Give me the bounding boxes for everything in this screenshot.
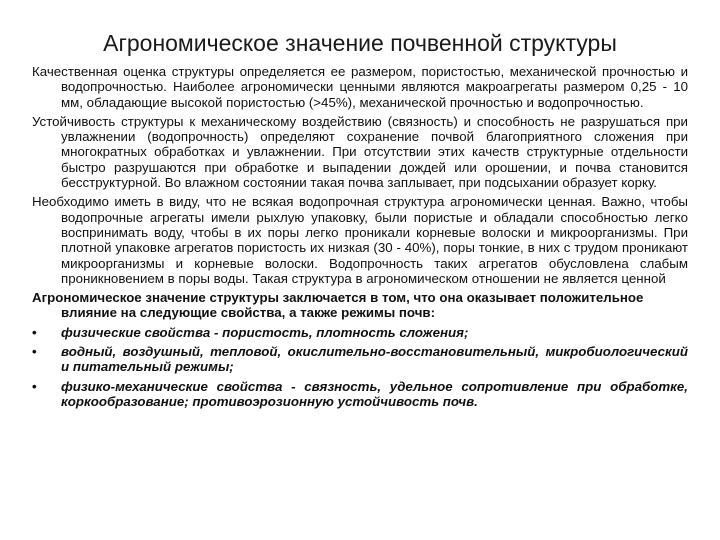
slide-title: Агрономическое значение почвенной структуры [103, 30, 617, 56]
paragraph-agronomic-significance: Агрономическое значение структуры заключается в том, что она оказывает положительное влияние на следующие свойства, а также режимы почв: [32, 290, 644, 321]
bullet-list [32, 325, 688, 409]
bullet-item-physical-properties [32, 325, 688, 340]
slide-body [32, 64, 688, 413]
bullet-item-physico-mechanical-properties [32, 379, 688, 410]
bullet-icon: • [32, 324, 37, 340]
bullet-text: физико-механические свойства - связность, удельное сопротивление при обработке, коркообразование; противоэрозионную устойчивость почв. [61, 378, 688, 409]
bullet-text: водный, воздушный, тепловой, окислительно-восстановительный, микробиологический и питательный режимы; [61, 344, 688, 375]
bullet-text: физические свойства - пористость, плотность сложения; [61, 324, 469, 340]
paragraph-structure-stability: Устойчивость структуры к механическому воздействию (связность) и способность не разрушаться при увлажнении (водопрочность) определяют сохранение почвой благоприятного сложения при многократных обработках и увлажнении. При отсутствии этих качеств структурные отдельности быстро разрушаются при обработке и выпадении дождей или орошении, и почва становится бесструктурной. Во влажном состоянии такая почва заплывает, при подсыхании образует корку. [32, 113, 688, 191]
bullet-icon: • [32, 344, 37, 360]
bullet-icon: • [32, 378, 37, 394]
bullet-item-soil-regimes [32, 344, 688, 375]
paragraph-water-stable-aggregates: Необходимо иметь в виду, что не всякая водопрочная структура агрономически ценная. Важно, чтобы водопрочные агрегаты имели рыхлую упаковку, были пористые и обладали способностью легко воспринимать воду, чтобы в их поры легко проникали корневые волоски и микроорганизмы. При плотной упаковке агрегатов пористость их низкая (30 - 40%), поры тонкие, в них с трудом проникают микроорганизмы и корневые волоски. Водопрочность таких агрегатов обусловлена слабым проникновением в поры воды. Такая структура в агрономическом отношении не является ценной [32, 194, 688, 286]
paragraph-structure-assessment: Качественная оценка структуры определяется ее размером, пористостью, механической прочностью и водопрочностью. Наиболее агрономически ценными являются макроагрегаты размером 0,25 - 10 мм, обладающие высокой пористостью (>45%), механической прочностью и водопрочностью. [32, 64, 688, 110]
